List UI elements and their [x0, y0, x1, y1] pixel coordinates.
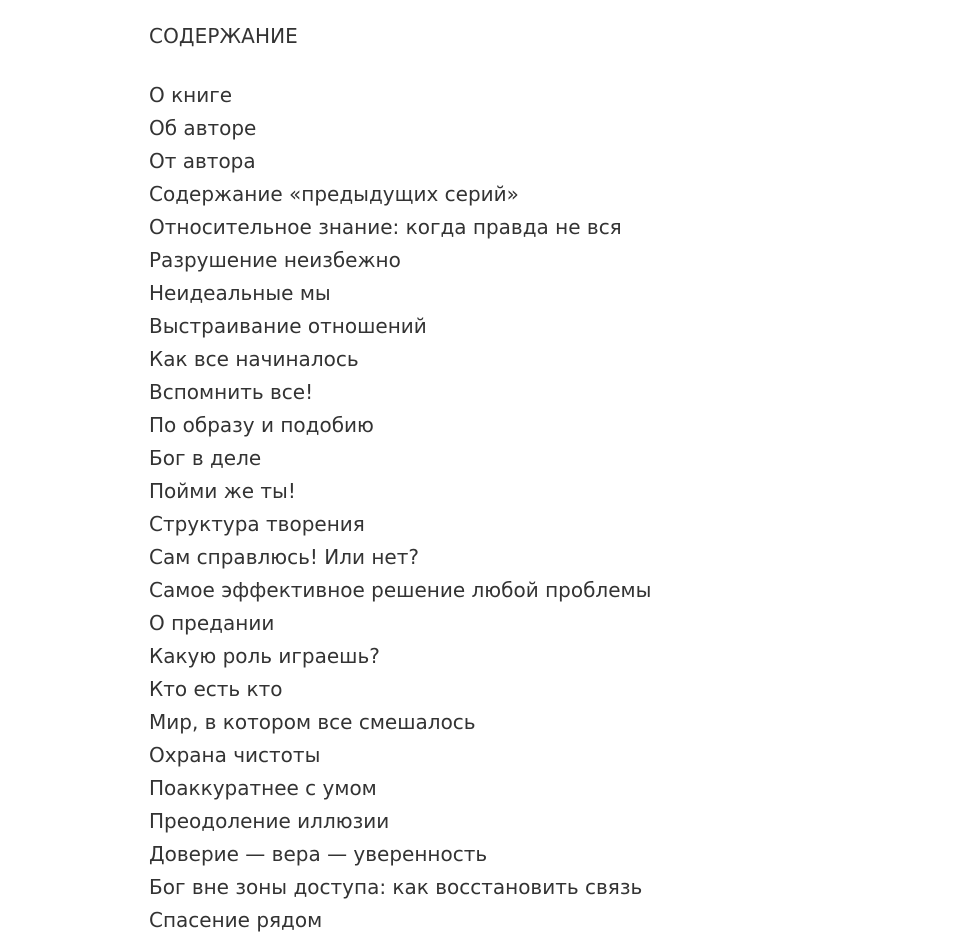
toc-item-who-is-who[interactable]: Кто есть кто: [149, 677, 283, 701]
toc-item-which-role[interactable]: Какую роль играешь?: [149, 644, 380, 668]
toc-item-how-it-began[interactable]: Как все начиналось: [149, 347, 359, 371]
toc-item-understand[interactable]: Пойми же ты!: [149, 479, 296, 503]
toc-item-god-in-action[interactable]: Бог в деле: [149, 446, 262, 470]
toc-item-salvation-near[interactable]: Спасение рядом: [149, 908, 323, 932]
toc-item-purity[interactable]: Охрана чистоты: [149, 743, 321, 767]
toc-list: [149, 79, 929, 937]
toc-item-relative-knowledge[interactable]: Относительное знание: когда правда не вся: [149, 215, 622, 239]
toc-heading: СОДЕРЖАНИЕ: [149, 24, 298, 48]
toc-item-about-book[interactable]: О книге: [149, 83, 233, 107]
toc-item-mixed-world[interactable]: Мир, в котором все смешалось: [149, 710, 476, 734]
toc-item-image-likeness[interactable]: По образу и подобию: [149, 413, 374, 437]
table-of-contents: [149, 22, 929, 937]
toc-item-trust-faith[interactable]: Доверие — вера — уверенность: [149, 842, 488, 866]
toc-item-from-author[interactable]: От автора: [149, 149, 256, 173]
toc-item-restore-connection[interactable]: Бог вне зоны доступа: как восстановить связь: [149, 875, 643, 899]
toc-item-imperfect-us[interactable]: Неидеальные мы: [149, 281, 331, 305]
toc-item-about-author[interactable]: Об авторе: [149, 116, 257, 140]
toc-item-manage-myself[interactable]: Сам справлюсь! Или нет?: [149, 545, 419, 569]
toc-item-destruction[interactable]: Разрушение неизбежно: [149, 248, 401, 272]
toc-item-building-relations[interactable]: Выстраивание отношений: [149, 314, 427, 338]
toc-item-previous-episodes[interactable]: Содержание «предыдущих серий»: [149, 182, 519, 206]
toc-item-structure-creation[interactable]: Структура творения: [149, 512, 365, 536]
toc-item-tradition[interactable]: О предании: [149, 611, 275, 635]
toc-item-careful-mind[interactable]: Поаккуратнее с умом: [149, 776, 377, 800]
toc-item-effective-solution[interactable]: Самое эффективное решение любой проблемы: [149, 578, 652, 602]
toc-item-overcoming-illusion[interactable]: Преодоление иллюзии: [149, 809, 390, 833]
toc-item-remember-all[interactable]: Вспомнить все!: [149, 380, 314, 404]
